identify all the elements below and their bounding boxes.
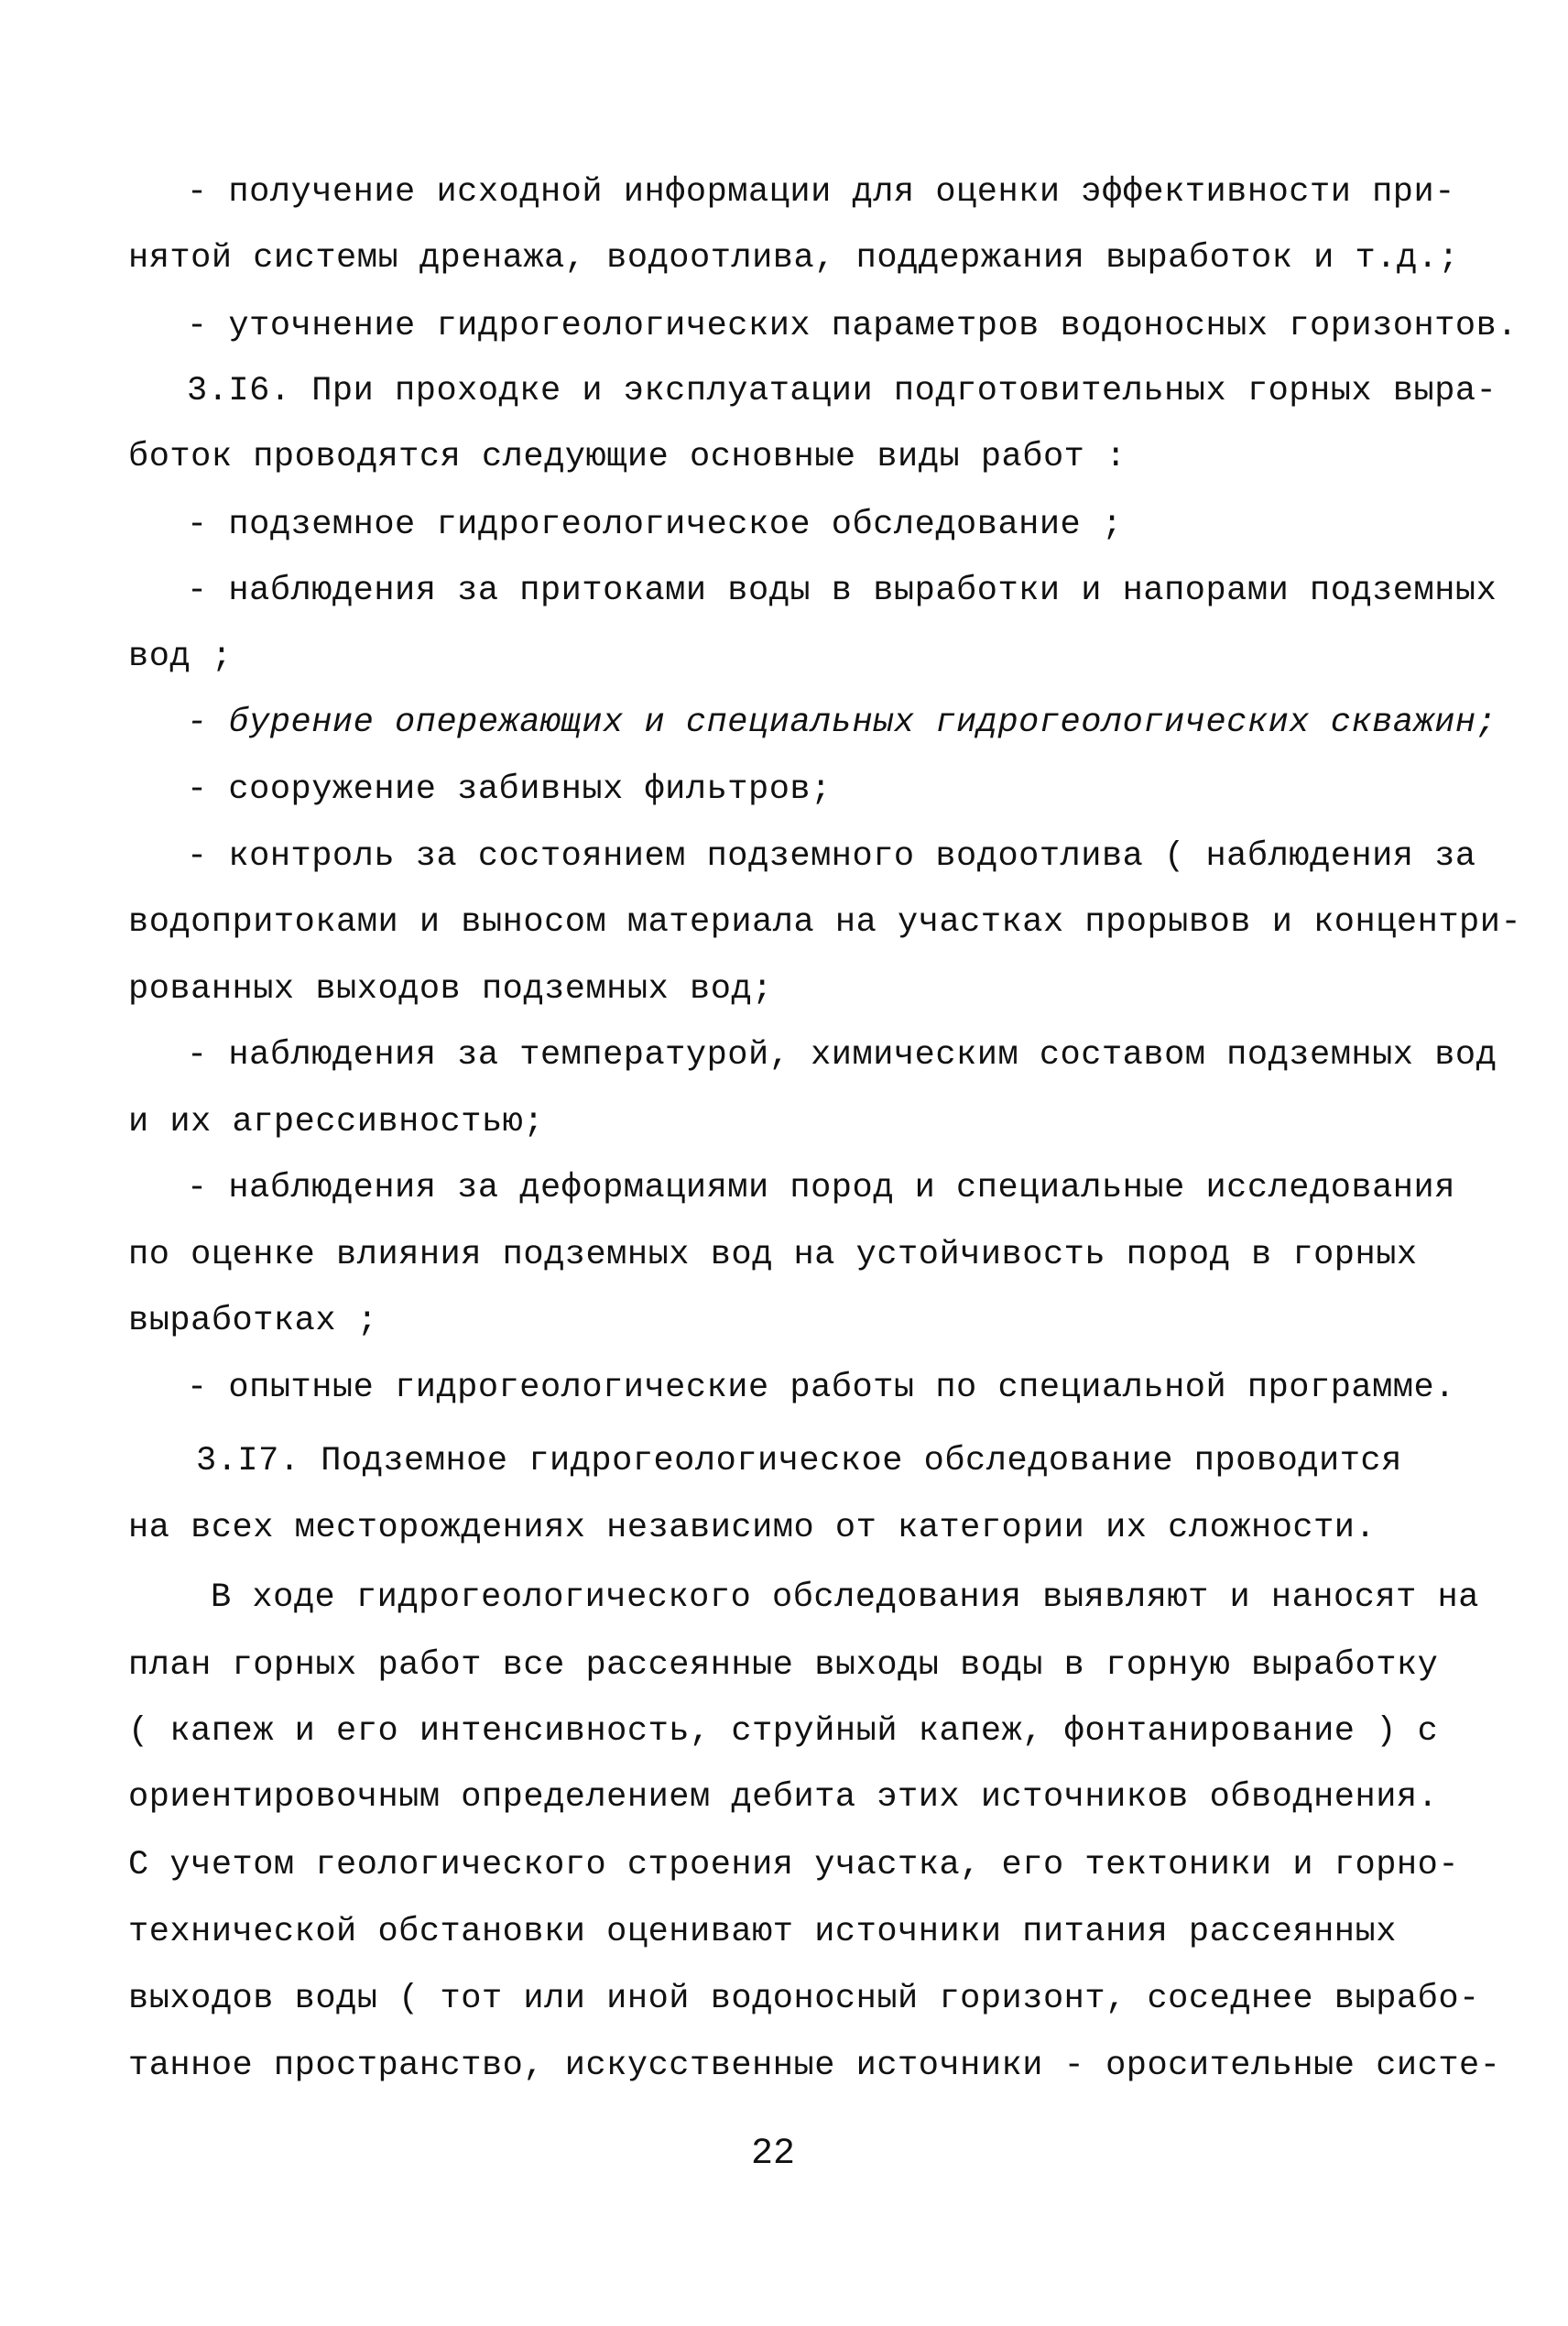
text-line-1: - получение исходной информации для оценки эффективности при- bbox=[187, 173, 1455, 212]
text-line-17: по оценке влияния подземных вод на устойчивость пород в горных bbox=[128, 1236, 1418, 1274]
text-line-26: С учетом геологического строения участка, его тектоники и горно- bbox=[128, 1846, 1460, 1884]
text-line-2: нятой системы дренажа, водоотлива, поддержания выработок и т.д.; bbox=[128, 239, 1460, 278]
text-line-25: ориентировочным определением дебита этих источников обводнения. bbox=[128, 1778, 1439, 1817]
text-line-11: - контроль за состоянием подземного водоотлива ( наблюдения за bbox=[187, 837, 1476, 876]
text-line-9: - бурение опережающих и специальных гидрогеологических скважин; bbox=[187, 704, 1497, 742]
text-line-18: выработках ; bbox=[128, 1302, 378, 1340]
text-line-16: - наблюдения за деформациями пород и специальные исследования bbox=[187, 1169, 1455, 1207]
text-line-3: - уточнение гидрогеологических параметров водоносных горизонтов. bbox=[187, 307, 1519, 345]
text-line-7: - наблюдения за притоками воды в выработки и напорами подземных bbox=[187, 572, 1497, 610]
text-line-12: водопритоками и выносом материала на участках прорывов и концентри- bbox=[128, 903, 1522, 942]
text-line-13: рованных выходов подземных вод; bbox=[128, 970, 773, 1009]
text-line-4: 3.I6. При проходке и эксплуатации подготовительных горных выра- bbox=[187, 372, 1497, 410]
text-line-14: - наблюдения за температурой, химическим составом подземных вод bbox=[187, 1036, 1497, 1075]
text-line-15: и их агрессивностью; bbox=[128, 1103, 545, 1141]
text-line-6: - подземное гидрогеологическое обследование ; bbox=[187, 506, 1123, 544]
text-line-8: вод ; bbox=[128, 638, 233, 676]
text-line-20: 3.I7. Подземное гидрогеологическое обследование проводится bbox=[196, 1442, 1402, 1480]
text-line-23: план горных работ все рассеянные выходы воды в горную выработку bbox=[128, 1646, 1439, 1685]
text-line-22: В ходе гидрогеологического обследования выявляют и наносят на bbox=[211, 1578, 1479, 1617]
text-line-29: танное пространство, искусственные источники - оросительные систе- bbox=[128, 2047, 1501, 2085]
text-line-5: боток проводятся следующие основные виды работ : bbox=[128, 438, 1127, 476]
text-line-21: на всех месторождениях независимо от категории их сложности. bbox=[128, 1509, 1377, 1547]
text-line-27: технической обстановки оценивают источники питания рассеянных bbox=[128, 1913, 1397, 1951]
page-number: 22 bbox=[751, 2134, 796, 2175]
text-line-28: выходов воды ( тот или иной водоносный горизонт, соседнее вырабо- bbox=[128, 1980, 1480, 2018]
text-line-24: ( капеж и его интенсивность, струйный капеж, фонтанирование ) с bbox=[128, 1712, 1439, 1751]
text-line-19: - опытные гидрогеологические работы по специальной программе. bbox=[187, 1369, 1455, 1407]
text-line-10: - сооружение забивных фильтров; bbox=[187, 770, 832, 809]
